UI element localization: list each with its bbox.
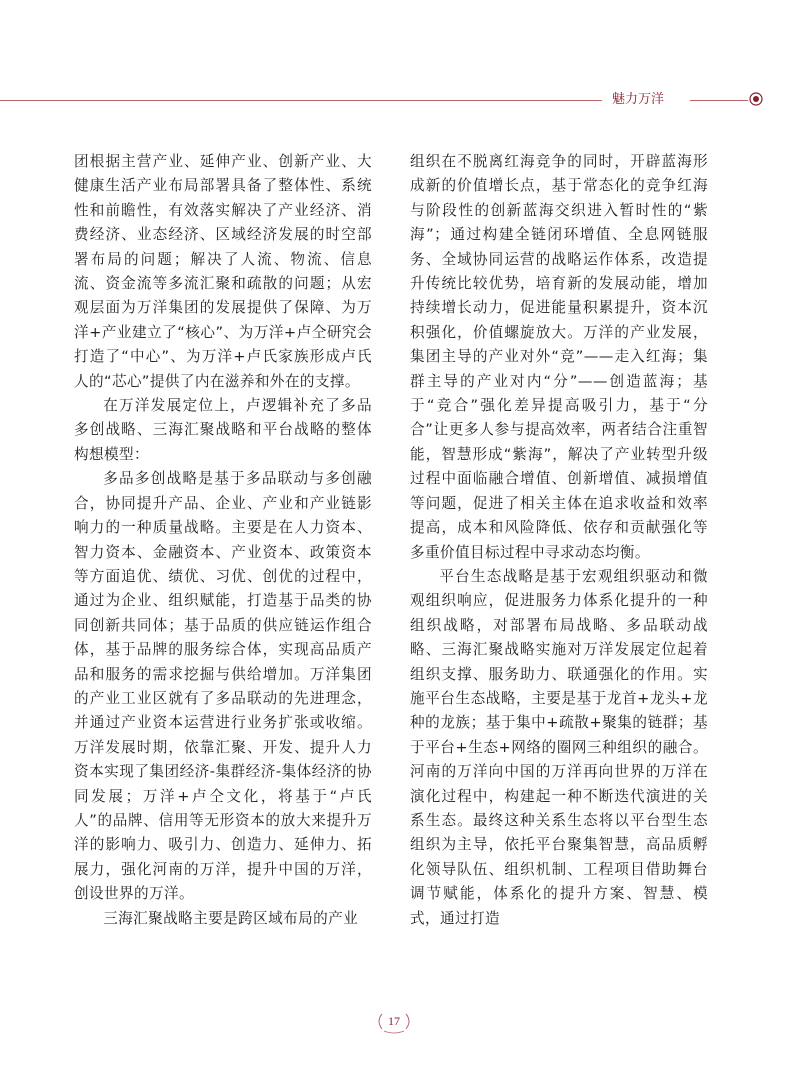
- left-text-column: [74, 150, 372, 931]
- right-text-column: [410, 150, 708, 931]
- paragraph: 组织在不脱离红海竞争的同时，开辟蓝海形成新的价值增长点，基于常态化的竞争红海与阶段性的创新蓝海交织进入暂时性的“紫海”；通过构建全链闭环增值、全息网链服务、全域协同运营的战略运作体系，改造提升传统比较优势，培育新的发展动能，增加持续增长动力，促进能量积累提升，资本沉积强化，价值螺旋放大。万洋的产业发展，集团主导的产业对外“竞”——走入红海；集群主导的产业对内“分”——创造蓝海；基于“竞合”强化差异提高吸引力，基于“分合”让更多人参与提高效率，两者结合注重智能，智慧形成“紫海”，解决了产业转型升级过程中面临融合增值、创新增值、减损增值等问题，促进了相关主体在追求收益和效率提高，成本和风险降低、依存和贡献强化等多重价值目标过程中寻求动态均衡。: [410, 153, 708, 561]
- page-number-badge: [374, 1010, 414, 1034]
- paragraph: 三海汇聚战略主要是跨区域布局的产业: [103, 909, 359, 927]
- section-title: 魅力万洋: [612, 92, 665, 107]
- paragraph: 团根据主营产业、延伸产业、创新产业、大健康生活产业布局部署具备了整体性、系统性和前瞻性，有效落实解决了产业经济、消费经济、业态经济、区域经济发展的时空部署布局的问题；解决了人流、物流、信息流、资金流等多流汇聚和疏散的问题；从宏观层面为万洋集团的发展提供了保障、为万洋+产业建立了“核心”、为万洋+卢仝研究会打造了“中心”、为万洋+卢氏家族形成卢氏人的“芯心”提供了内在滋养和外在的支撑。: [74, 153, 372, 390]
- paragraph: 在万洋发展定位上，卢逻辑补充了多品多创战略、三海汇聚战略和平台战略的整体构想模型：: [74, 397, 372, 463]
- target-circle-icon: [749, 92, 763, 106]
- header-rule-left: [0, 100, 602, 101]
- paragraph: 平台生态战略是基于宏观组织驱动和微观组织响应，促进服务力体系化提升的一种组织战略，对部署布局战略、多品联动战略、三海汇聚战略实施对万洋发展定位起着组织支撑、服务助力、联通强化的作用。实施平台生态战略，主要是基于龙首+龙头+龙种的龙族；基于集中+疏散+聚集的链群；基于平台+生态+网络的圈网三种组织的融合。河南的万洋向中国的万洋再向世界的万洋在演化过程中，构建起一种不断迭代演进的关系生态。最终这种关系生态将以平台型生态组织为主导，依托平台聚集智慧，高品质孵化领导队伍、组织机制、工程项目借助舞台调节赋能，体系化的提升方案、智慧、模式，通过打造: [410, 567, 708, 927]
- page-number: 17: [388, 1014, 400, 1028]
- header-rule-right: [690, 100, 748, 101]
- paragraph: 多品多创战略是基于多品联动与多创融合，协同提升产品、企业、产业和产业链影响力的一种质量战略。主要是在人力资本、智力资本、金融资本、产业资本、政策资本等方面追优、绩优、习优、创优的过程中，通过为企业、组织赋能，打造基于品类的协同创新共同体；基于品质的供应链运作组合体，基于品牌的服务综合体，实现高品质产品和服务的需求挖掘与供给增加。万洋集团的产业工业区就有了多品联动的先进理念，并通过产业资本运营进行业务扩张或收缩。万洋发展时期，依靠汇聚、开发、提升人力资本实现了集团经济-集群经济-集体经济的协同发展；万洋+卢仝文化，将基于“卢氏人”的品牌、信用等无形资本的放大来提升万洋的影响力、吸引力、创造力、延伸力、拓展力，强化河南的万洋，提升中国的万洋，创设世界的万洋。: [74, 470, 372, 903]
